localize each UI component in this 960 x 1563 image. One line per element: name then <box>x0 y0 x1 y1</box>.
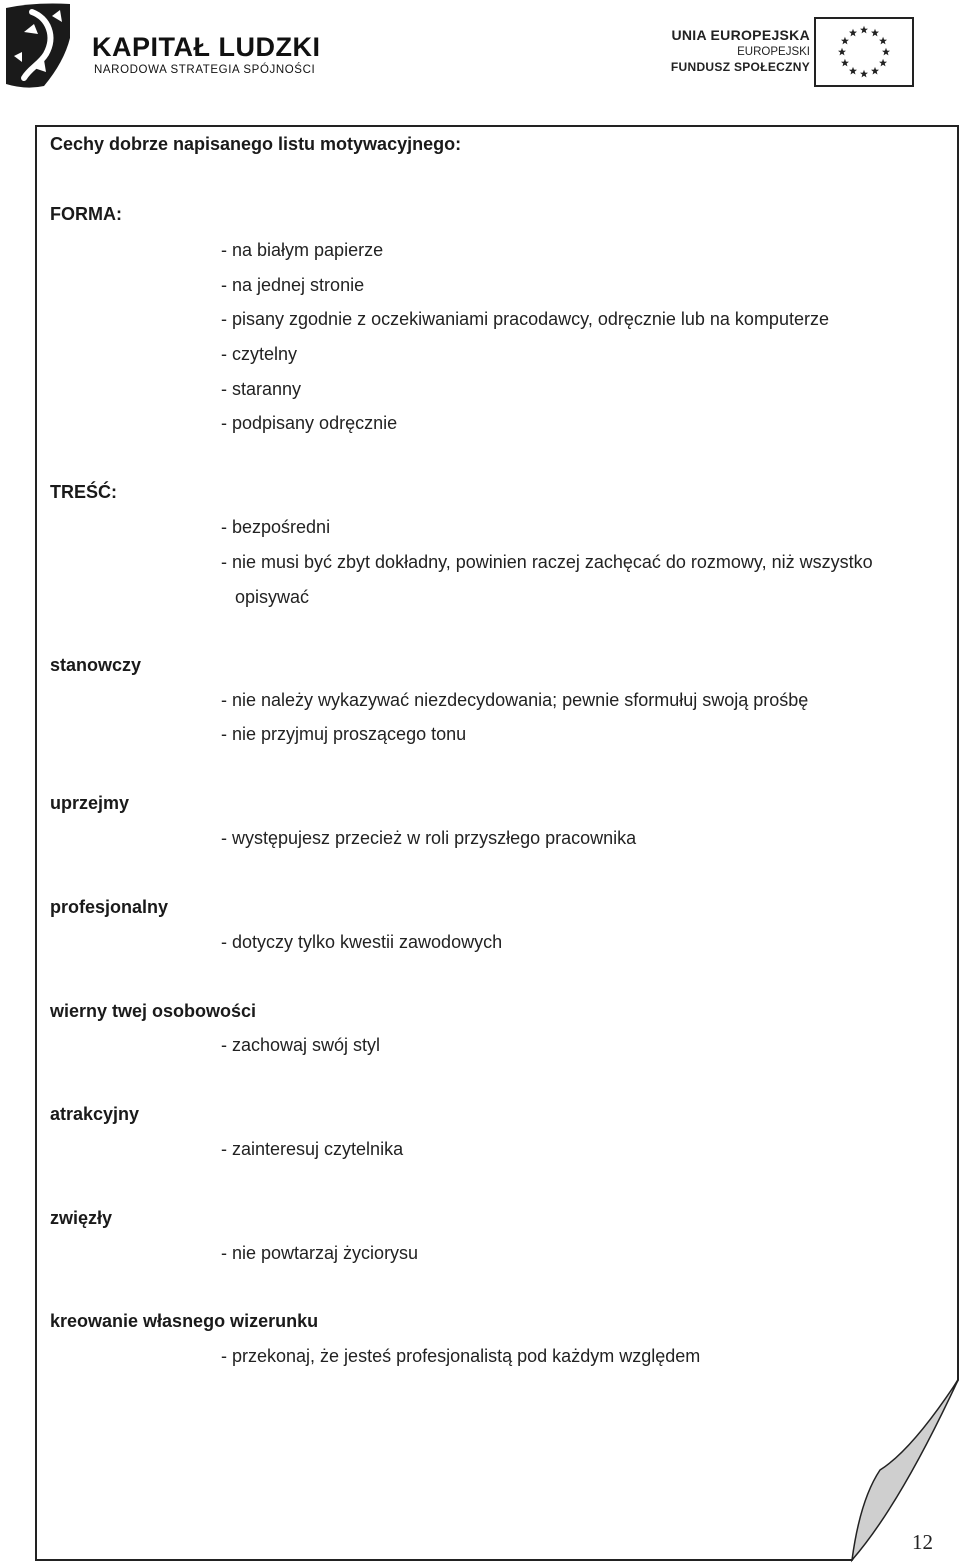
list-item: - pisany zgodnie z oczekiwaniami pracodawcy, odręcznie lub na komputerze <box>221 309 829 329</box>
section-label-uprzejmy: uprzejmy <box>50 793 130 813</box>
list-item: - nie przyjmuj proszącego tonu <box>221 724 467 744</box>
list-item: - nie należy wykazywać niezdecydowania; pewnie sformułuj swoją prośbę <box>221 690 809 710</box>
section-label-tresc: TREŚĆ: <box>50 482 117 502</box>
section-label-kreowanie: kreowanie własnego wizerunku <box>50 1311 319 1331</box>
list-item: - na jednej stronie <box>221 275 365 295</box>
list-item: - na białym papierze <box>221 240 384 260</box>
list-item: - bezpośredni <box>221 517 331 537</box>
document-title: Cechy dobrze napisanego listu motywacyjnego: <box>50 134 462 154</box>
eu-fund-label-2: FUNDUSZ SPOŁECZNY <box>670 60 810 74</box>
list-item: - nie powtarzaj życiorysu <box>221 1243 419 1263</box>
section-label-forma: FORMA: <box>50 204 122 224</box>
list-item-continuation: opisywać <box>235 587 310 607</box>
section-label-stanowczy: stanowczy <box>50 655 142 675</box>
list-item: - zachowaj swój styl <box>221 1035 381 1055</box>
list-item: - nie musi być zbyt dokładny, powinien raczej zachęcać do rozmowy, niż wszystko <box>221 552 873 572</box>
list-item: - występujesz przecież w roli przyszłego pracownika <box>221 828 637 848</box>
kapital-ludzki-subtitle: NARODOWA STRATEGIA SPÓJNOŚCI <box>94 64 316 76</box>
eu-union-label: UNIA EUROPEJSKA <box>671 27 810 43</box>
kapital-ludzki-title: KAPITAŁ LUDZKI <box>92 32 321 62</box>
section-label-wierny: wierny twej osobowości <box>50 1001 257 1021</box>
list-item: - czytelny <box>221 344 298 364</box>
list-item: - zainteresuj czytelnika <box>221 1139 404 1159</box>
list-item: - dotyczy tylko kwestii zawodowych <box>221 932 503 952</box>
list-item: - podpisany odręcznie <box>221 413 398 433</box>
section-label-atrakcyjny: atrakcyjny <box>50 1104 140 1124</box>
list-item: - przekonaj, że jesteś profesjonalistą pod każdym względem <box>221 1346 701 1366</box>
page-number: 12 <box>912 1530 933 1554</box>
section-label-zwiezly: zwięzły <box>50 1208 113 1228</box>
eu-fund-label-1: EUROPEJSKI <box>737 46 810 58</box>
list-item: - staranny <box>221 379 302 399</box>
section-label-profesjonalny: profesjonalny <box>50 897 169 917</box>
